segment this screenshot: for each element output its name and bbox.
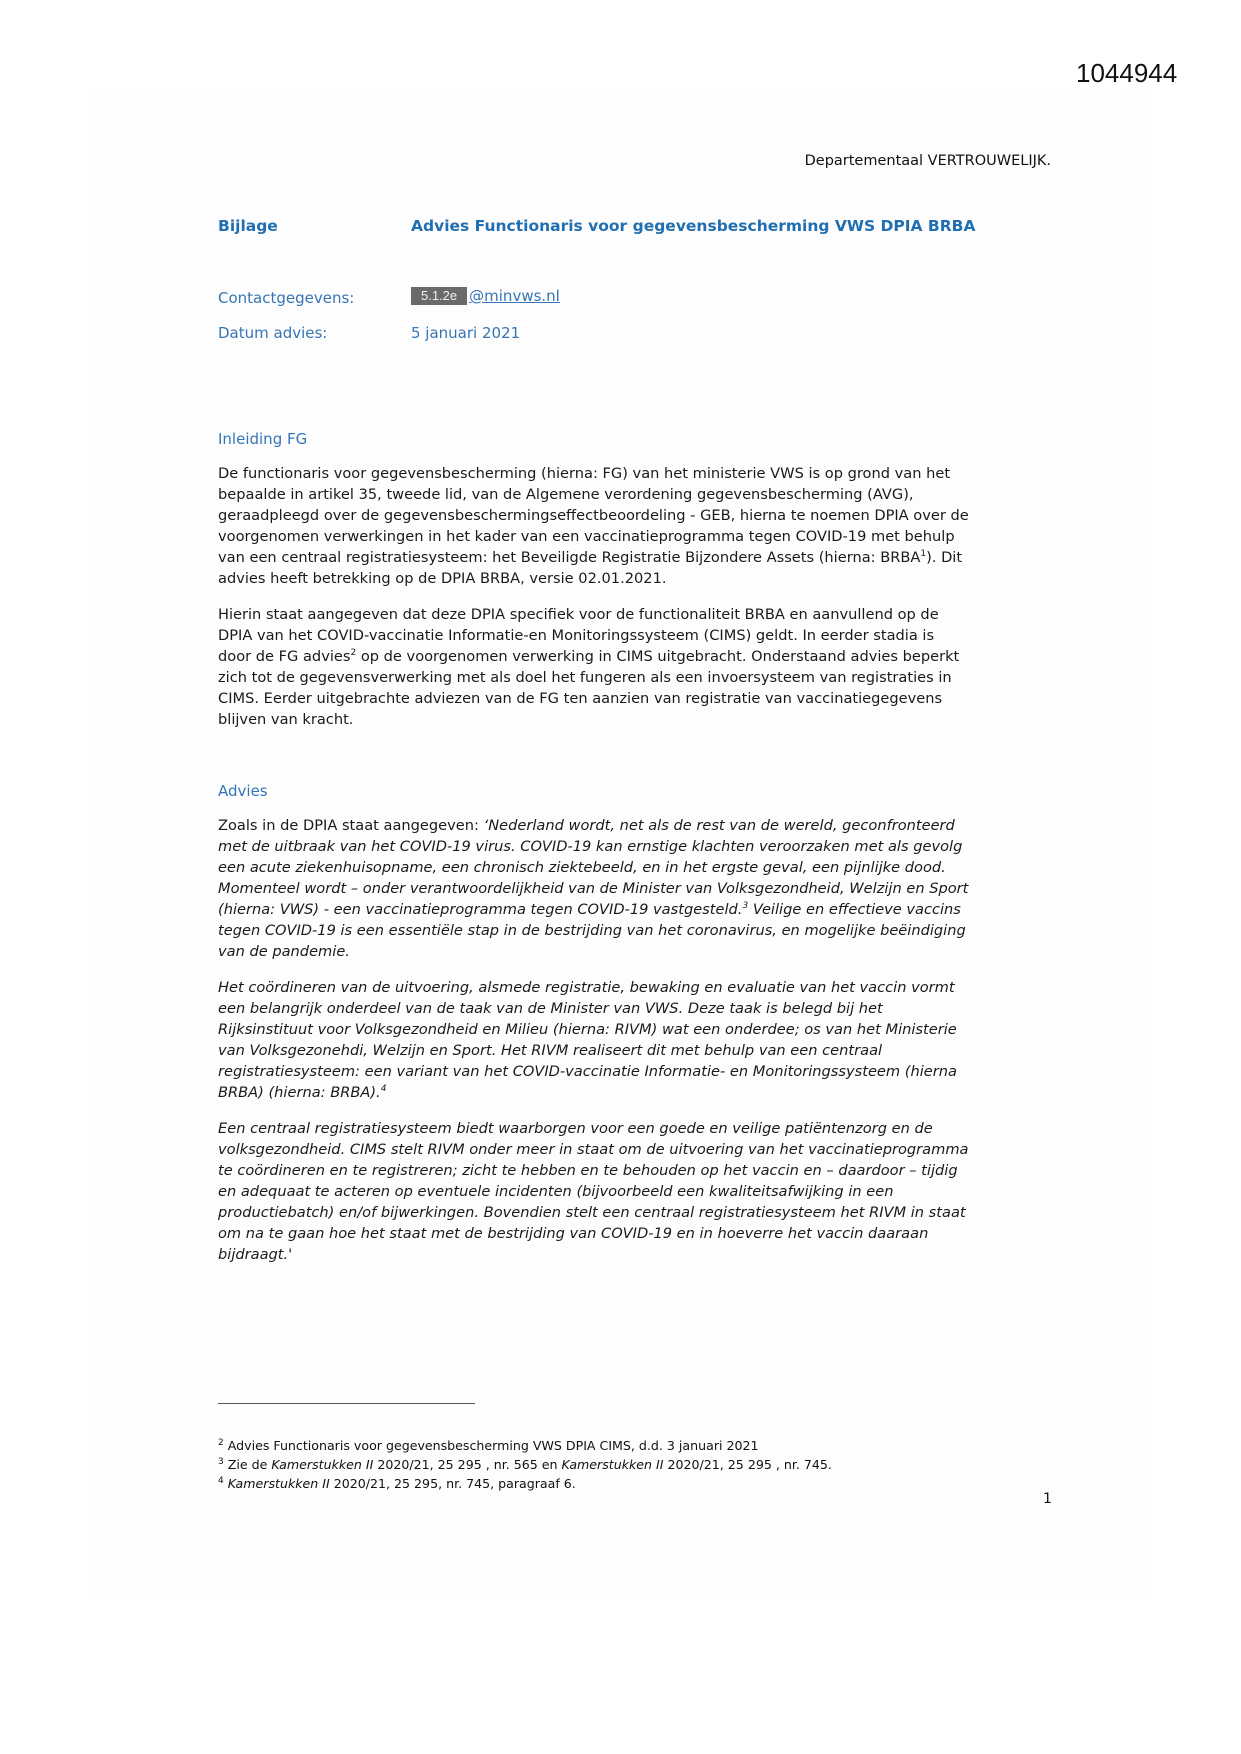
text-line xyxy=(218,815,1058,836)
text-line: Een centraal registratiesysteem biedt waarborgen voor een goede en veilige patiëntenzorg en de xyxy=(218,1120,933,1137)
text-line: te coördineren en te registreren; zicht te hebben en te behouden op het vaccin en – daardoor – tijdig xyxy=(218,1162,958,1179)
footnote-text: 2020/21, 25 295 , nr. 745. xyxy=(663,1457,832,1472)
text-line: voorgenomen verwerkingen in het kader van een vaccinatieprogramma tegen COVID-19 met behulp xyxy=(218,528,955,545)
text-line: van Volksgezonehdi, Welzijn en Sport. Het RIVM realiseert dit met behulp van een centraal xyxy=(218,1042,883,1059)
footnote-ref[interactable]: 4 xyxy=(380,1084,387,1095)
footnote-italic: Kamerstukken II xyxy=(223,1476,330,1491)
text-line: Het coördineren van de uitvoering, alsmede registratie, bewaking en evaluatie van het vaccin vormt xyxy=(218,979,955,996)
footnote-text: Advies Functionaris voor gegevensbescherming VWS DPIA CIMS, d.d. 3 januari 2021 xyxy=(223,1438,759,1453)
text-line: registratiesysteem: een variant van het COVID-vaccinatie Informatie- en Monitoringssysteem (hierna xyxy=(218,1063,957,1080)
text-span: BRBA) (hierna: BRBA). xyxy=(218,1084,381,1101)
footnote-italic: Kamerstukken II xyxy=(561,1457,664,1472)
footnote-ref[interactable]: 3 xyxy=(742,901,749,912)
contact-email-link[interactable]: @minvws.nl xyxy=(469,287,560,305)
page-number: 1 xyxy=(1043,1491,1052,1507)
section-title-intro: Inleiding FG xyxy=(218,430,308,448)
text-span: (hierna: VWS) - een vaccinatieprogramma tegen COVID-19 vastgesteld. xyxy=(218,901,743,918)
date-value: 5 januari 2021 xyxy=(411,324,521,342)
footnote-number: 3 xyxy=(218,1456,224,1467)
text-span: van een centraal registratiesysteem: het Beveiligde Registratie Bijzondere Assets (hierna: BRBA xyxy=(218,549,921,566)
intro-paragraph-1 xyxy=(218,463,1058,589)
footnote-3 xyxy=(218,1457,832,1472)
text-span: ). Dit xyxy=(926,549,963,566)
text-line xyxy=(218,1082,1058,1103)
text-line: tegen COVID-19 is een essentiële stap in de bestrijding van het coronavirus, en mogelijke beëindiging xyxy=(218,922,966,939)
text-line xyxy=(218,547,1058,568)
text-line: De functionaris voor gegevensbescherming (hierna: FG) van het ministerie VWS is op grond van het xyxy=(218,465,951,482)
text-line: advies heeft betrekking op de DPIA BRBA, versie 02.01.2021. xyxy=(218,570,667,587)
section-title-advice: Advies xyxy=(218,782,268,800)
footnote-text: Zie de xyxy=(223,1457,272,1472)
advice-paragraph-1 xyxy=(218,815,1058,962)
text-line: blijven van kracht. xyxy=(218,711,354,728)
contact-label: Contactgegevens: xyxy=(218,289,355,307)
text-line: van de pandemie. xyxy=(218,943,350,960)
text-span: Veilige en effectieve vaccins xyxy=(748,901,961,918)
text-line: Rijksinstituut voor Volksgezondheid en Milieu (hierna: RIVM) wat een onderdee; os van het Ministerie xyxy=(218,1021,957,1038)
footnote-text: 2020/21, 25 295 , nr. 565 en xyxy=(373,1457,562,1472)
attachment-label: Bijlage xyxy=(218,217,278,235)
text-line: om na te gaan hoe het staat met de bestrijding van COVID-19 en in hoeverre het vaccin daaraan xyxy=(218,1225,929,1242)
text-line xyxy=(218,646,1058,667)
footnote-4 xyxy=(218,1476,576,1491)
text-line: geraadpleegd over de gegevensbeschermingseffectbeoordeling - GEB, hierna te noemen DPIA over de xyxy=(218,507,969,524)
footnote-italic: Kamerstukken II xyxy=(271,1457,374,1472)
advice-paragraph-2 xyxy=(218,977,1058,1103)
footnote-divider xyxy=(218,1403,475,1404)
text-line: bijdraagt.' xyxy=(218,1246,293,1263)
document-id: 1044944 xyxy=(1076,58,1178,88)
text-line: Hierin staat aangegeven dat deze DPIA specifiek voor de functionaliteit BRBA en aanvullend op de xyxy=(218,606,939,623)
text-line: met de uitbraak van het COVID-19 virus. COVID-19 kan ernstige klachten veroorzaken met als gevolg xyxy=(218,838,963,855)
text-span: op de voorgenomen verwerking in CIMS uitgebracht. Onderstaand advies beperkt xyxy=(356,648,960,665)
advice-paragraph-3 xyxy=(218,1118,1058,1265)
footnote-number: 2 xyxy=(218,1437,224,1448)
text-line: productiebatch) en/of bijwerkingen. Bovendien stelt een centraal registratiesysteem het RIVM in staat xyxy=(218,1204,966,1221)
date-label: Datum advies: xyxy=(218,324,328,342)
text-line: DPIA van het COVID-vaccinatie Informatie-en Monitoringssysteem (CIMS) geldt. In eerder stadia is xyxy=(218,627,935,644)
text-line: een acute ziekenhuisopname, een chronisch ziektebeeld, en in het ergste geval, een pijnlijke dood. xyxy=(218,859,946,876)
text-span: door de FG advies xyxy=(218,648,351,665)
footnote-number: 4 xyxy=(218,1475,224,1486)
contact-value xyxy=(411,287,560,305)
text-line: een belangrijk onderdeel van de taak van de Minister van VWS. Deze taak is belegd bij het xyxy=(218,1000,883,1017)
classification-label: Departementaal VERTROUWELIJK. xyxy=(804,153,1051,169)
text-line: en adequaat te acteren op eventuele incidenten (bijvoorbeeld een kwaliteitsafwijking in een xyxy=(218,1183,894,1200)
footnote-text: 2020/21, 25 295, nr. 745, paragraaf 6. xyxy=(329,1476,576,1491)
footnote-ref[interactable]: 1 xyxy=(920,549,927,560)
text-line xyxy=(218,899,1058,920)
document-page xyxy=(88,89,1152,1593)
intro-paragraph-2 xyxy=(218,604,1058,730)
text-line: volksgezondheid. CIMS stelt RIVM onder meer in staat om de uitvoering van het vaccinatieprogramma xyxy=(218,1141,969,1158)
redaction-block: 5.1.2e xyxy=(411,287,467,305)
document-title: Advies Functionaris voor gegevensbescherming VWS DPIA BRBA xyxy=(411,217,976,235)
text-line: CIMS. Eerder uitgebrachte adviezen van de FG ten aanzien van registratie van vaccinatiegegevens xyxy=(218,690,943,707)
footnote-ref[interactable]: 2 xyxy=(350,648,357,659)
text-line: bepaalde in artikel 35, tweede lid, van de Algemene verordening gegevensbescherming (AVG), xyxy=(218,486,914,503)
footnote-2 xyxy=(218,1438,759,1453)
text-line: zich tot de gegevensverwerking met als doel het fungeren als een invoersysteem van registraties in xyxy=(218,669,952,686)
quote-span: ‘Nederland wordt, net als de rest van de wereld, geconfronteerd xyxy=(483,817,955,834)
text-span: Zoals in de DPIA staat aangegeven: xyxy=(218,817,484,834)
text-line: Momenteel wordt – onder verantwoordelijkheid van de Minister van Volksgezondheid, Welzijn en Sport xyxy=(218,880,969,897)
